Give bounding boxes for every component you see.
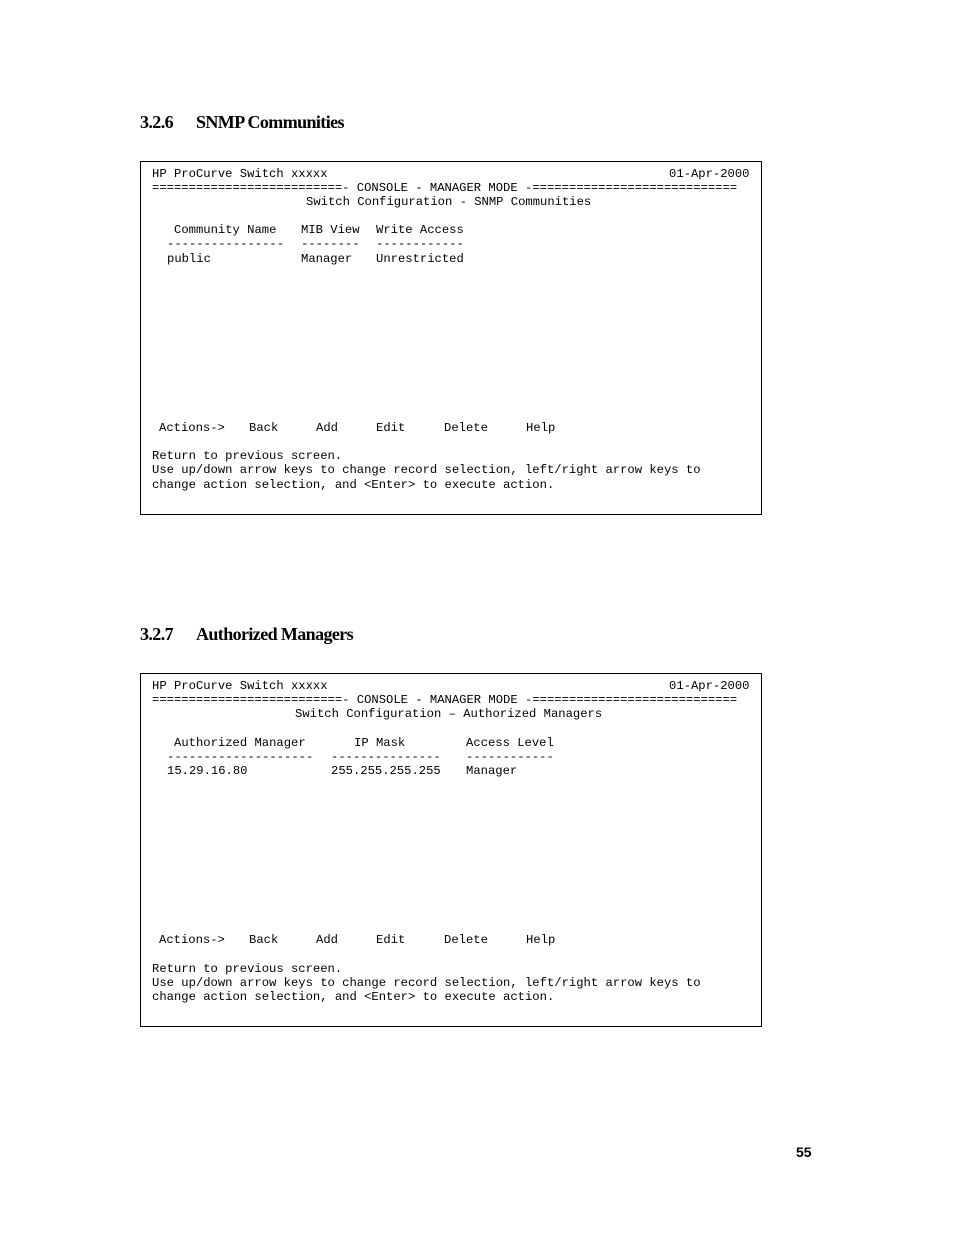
cell-mib-view: Manager xyxy=(301,252,353,266)
console-date: 01-Apr-2000 xyxy=(669,167,750,181)
mode-bar: ==========================- CONSOLE - MANAGER MODE -============================ xyxy=(152,693,738,707)
cell-authorized-manager: 15.29.16.80 xyxy=(167,764,248,778)
actions-label: Actions-> xyxy=(159,933,225,947)
action-add[interactable]: Add xyxy=(316,421,338,435)
action-edit[interactable]: Edit xyxy=(376,421,406,435)
action-back[interactable]: Back xyxy=(249,421,279,435)
action-delete[interactable]: Delete xyxy=(444,421,488,435)
help-text-line: Use up/down arrow keys to change record selection, left/right arrow keys to xyxy=(152,976,701,990)
console-screen-snmp-communities xyxy=(140,161,762,515)
column-underline: ---------------- xyxy=(167,237,285,251)
column-underline: ------------ xyxy=(466,750,554,764)
action-add[interactable]: Add xyxy=(316,933,338,947)
mode-bar: ==========================- CONSOLE - MANAGER MODE -============================ xyxy=(152,181,738,195)
help-text-line: Return to previous screen. xyxy=(152,962,343,976)
section-title: SNMP Communities xyxy=(196,112,344,132)
help-text-line: change action selection, and <Enter> to execute action. xyxy=(152,478,555,492)
help-text-line: change action selection, and <Enter> to execute action. xyxy=(152,990,555,1004)
section-heading-authorized-managers xyxy=(140,624,353,645)
column-underline: ------------ xyxy=(376,237,464,251)
cell-write-access: Unrestricted xyxy=(376,252,464,266)
column-header-authorized-manager: Authorized Manager xyxy=(174,736,306,750)
console-date: 01-Apr-2000 xyxy=(669,679,750,693)
column-underline: -------------------- xyxy=(167,750,314,764)
help-text-line: Return to previous screen. xyxy=(152,449,343,463)
action-delete[interactable]: Delete xyxy=(444,933,488,947)
cell-access-level: Manager xyxy=(466,764,518,778)
cell-community-name: public xyxy=(167,252,211,266)
page-number: 55 xyxy=(796,1144,812,1160)
console-screen-authorized-managers xyxy=(140,673,762,1027)
device-name: HP ProCurve Switch xxxxx xyxy=(152,679,328,693)
column-header-ip-mask: IP Mask xyxy=(354,736,406,750)
action-edit[interactable]: Edit xyxy=(376,933,406,947)
screen-title: Switch Configuration – Authorized Managers xyxy=(295,707,603,721)
column-underline: --------------- xyxy=(331,750,441,764)
section-heading-snmp-communities xyxy=(140,112,344,133)
actions-label: Actions-> xyxy=(159,421,225,435)
cell-ip-mask: 255.255.255.255 xyxy=(331,764,441,778)
column-header-write-access: Write Access xyxy=(376,223,464,237)
section-number: 3.2.7 xyxy=(140,624,174,644)
column-header-community-name: Community Name xyxy=(174,223,277,237)
help-text-line: Use up/down arrow keys to change record selection, left/right arrow keys to xyxy=(152,463,701,477)
column-header-mib-view: MIB View xyxy=(301,223,360,237)
column-underline: -------- xyxy=(301,237,360,251)
section-title: Authorized Managers xyxy=(196,624,354,644)
action-help[interactable]: Help xyxy=(526,421,556,435)
device-name: HP ProCurve Switch xxxxx xyxy=(152,167,328,181)
section-number: 3.2.6 xyxy=(140,112,174,132)
screen-title: Switch Configuration - SNMP Communities xyxy=(306,195,592,209)
column-header-access-level: Access Level xyxy=(466,736,554,750)
action-help[interactable]: Help xyxy=(526,933,556,947)
action-back[interactable]: Back xyxy=(249,933,279,947)
